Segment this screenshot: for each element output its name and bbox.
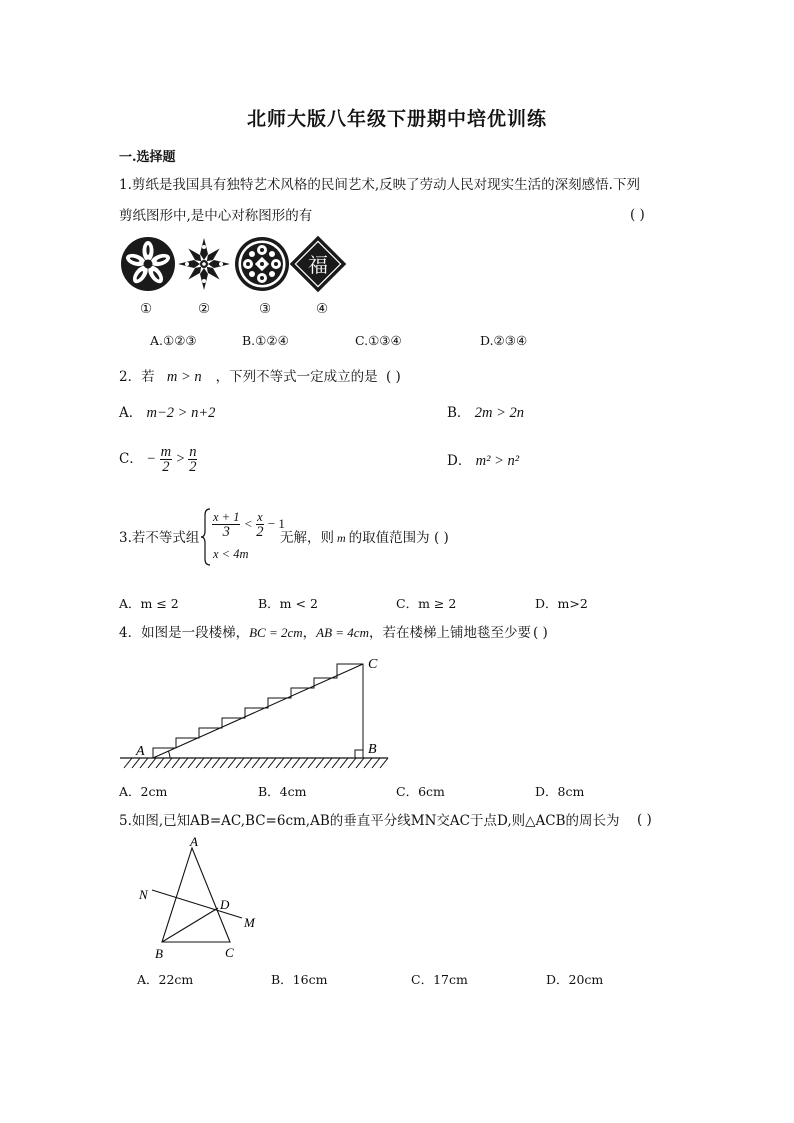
q3-suffix: 的取值范围为 [348, 530, 430, 546]
q4-sep: ， [302, 625, 317, 641]
q1-papercut-figures [118, 234, 350, 294]
q5-label-a: A [190, 834, 198, 849]
q3-inequality-2: x < 4m [213, 547, 249, 561]
q5-answer-paren: ( ) [637, 812, 652, 828]
q2-condition: m > n [166, 369, 202, 385]
q5-label-m: M [244, 915, 255, 930]
q3-answer-paren: ( ) [433, 530, 449, 546]
q1-answer-paren: ( ) [630, 207, 645, 223]
q5-option-c[interactable]: C．17cm [411, 972, 468, 987]
papercut-flower-icon [121, 237, 175, 291]
q3-option-a[interactable]: A．m ≤ 2 [119, 596, 179, 611]
q2-answer-paren: ( ) [385, 369, 401, 385]
q3-stem-rest [280, 529, 449, 547]
q5-label-b: B [155, 946, 163, 961]
q4-bc: BC = 2cm [249, 625, 303, 640]
q5-stem: 5.如图,已知AB=AC,BC=6cm,AB的垂直平分线MN交AC于点D,则△ACB的周长为 [119, 813, 620, 829]
q2-option-d-label: D． [447, 453, 472, 469]
q1-option-d[interactable]: D.②③④ [480, 333, 528, 348]
papercut-lattice-icon [235, 237, 289, 291]
q2-suffix: ，下列不等式一定成立的是 [215, 369, 378, 385]
q1-figure-label-3: ③ [259, 301, 272, 317]
q2-option-d[interactable] [447, 452, 519, 470]
q2-stem [119, 368, 401, 386]
q2-option-b-label: B． [447, 405, 471, 421]
q4-option-b[interactable]: B．4cm [258, 784, 307, 799]
q4-option-a[interactable]: A．2cm [119, 784, 168, 799]
q1-figure-label-4: ④ [316, 301, 329, 317]
q3-option-d[interactable]: D．m>2 [535, 596, 588, 611]
q4-text1: 4．如图是一段楼梯， [119, 625, 250, 641]
q2-option-c-frac1: $\frac{m}{2}$ [160, 444, 172, 475]
q1-figure-label-1: ① [140, 301, 153, 317]
q1-option-c[interactable]: C.①③④ [355, 333, 402, 348]
section-heading: 一.选择题 [119, 150, 176, 165]
q1-figure-label-2: ② [198, 301, 211, 317]
q2-option-c-label: C． [119, 451, 143, 467]
q3-option-b[interactable]: B．m < 2 [258, 596, 318, 611]
q4-option-d[interactable]: D．8cm [535, 784, 585, 799]
q5-label-n: N [139, 887, 148, 902]
q5-option-a[interactable]: A．22cm [137, 972, 194, 987]
q2-option-b-expr: 2m > 2n [474, 405, 524, 421]
q1-stem-line1: 1.剪纸是我国具有独特艺术风格的民间艺术,反映了劳动人民对现实生活的深刻感悟.下列 [119, 177, 640, 193]
q4-stem [119, 624, 548, 642]
q4-option-c[interactable]: C．6cm [396, 784, 445, 799]
q4-label-a: A [136, 744, 145, 759]
q3-var: m [337, 531, 346, 545]
q4-staircase-figure [118, 652, 393, 774]
papercut-fu-character-icon [290, 236, 347, 293]
papercut-snowflake-icon [173, 234, 235, 294]
q5-option-d[interactable]: D．20cm [546, 972, 604, 987]
q4-answer-paren: ( ) [532, 625, 548, 641]
q2-option-b[interactable] [447, 404, 524, 422]
q4-text2: ，若在楼梯上铺地毯至少要 [368, 625, 531, 641]
svg-text:福: 福 [308, 255, 328, 277]
q1-stem-line2: 剪纸图形中,是中心对称图形的有 [119, 208, 313, 224]
q1-option-a[interactable]: A.①②③ [150, 333, 197, 348]
q2-option-a-expr: m−2 > n+2 [146, 405, 216, 421]
q2-option-c[interactable]: C． − $\frac{m}{2}$ > $\frac{n}{2}$ [119, 444, 197, 475]
q5-label-c: C [225, 945, 234, 960]
q3-prefix: 3.若不等式组 [119, 530, 200, 546]
q5-triangle-figure [130, 834, 265, 964]
q2-option-a[interactable] [119, 404, 215, 422]
q4-label-b: B [368, 742, 377, 757]
q4-label-c: C [368, 657, 378, 672]
q2-option-d-expr: m² > n² [475, 453, 520, 469]
q3-option-c[interactable]: C．m ≥ 2 [396, 596, 457, 611]
q3-frac-1: $\frac{x + 1}{3}$ [213, 510, 240, 540]
q3-inequality-1: $\frac{x + 1}{3}$ < $\frac{x}{2}$ − 1 [213, 510, 285, 540]
q4-ab: AB = 4cm [316, 625, 369, 640]
q5-label-d: D [220, 897, 230, 912]
q2-option-c-frac2: $\frac{n}{2}$ [189, 444, 197, 475]
q3-brace-icon [200, 507, 212, 567]
q2-option-a-label: A． [119, 405, 143, 421]
q5-option-b[interactable]: B．16cm [271, 972, 328, 987]
page-title: 北师大版八年级下册期中培优训练 [246, 108, 547, 130]
q3-mid: 无解，则 [280, 530, 334, 546]
q1-option-b[interactable]: B.①②④ [242, 333, 289, 348]
q2-prefix: 2．若 [119, 369, 155, 385]
q3-frac-2: $\frac{x}{2}$ [256, 510, 264, 540]
